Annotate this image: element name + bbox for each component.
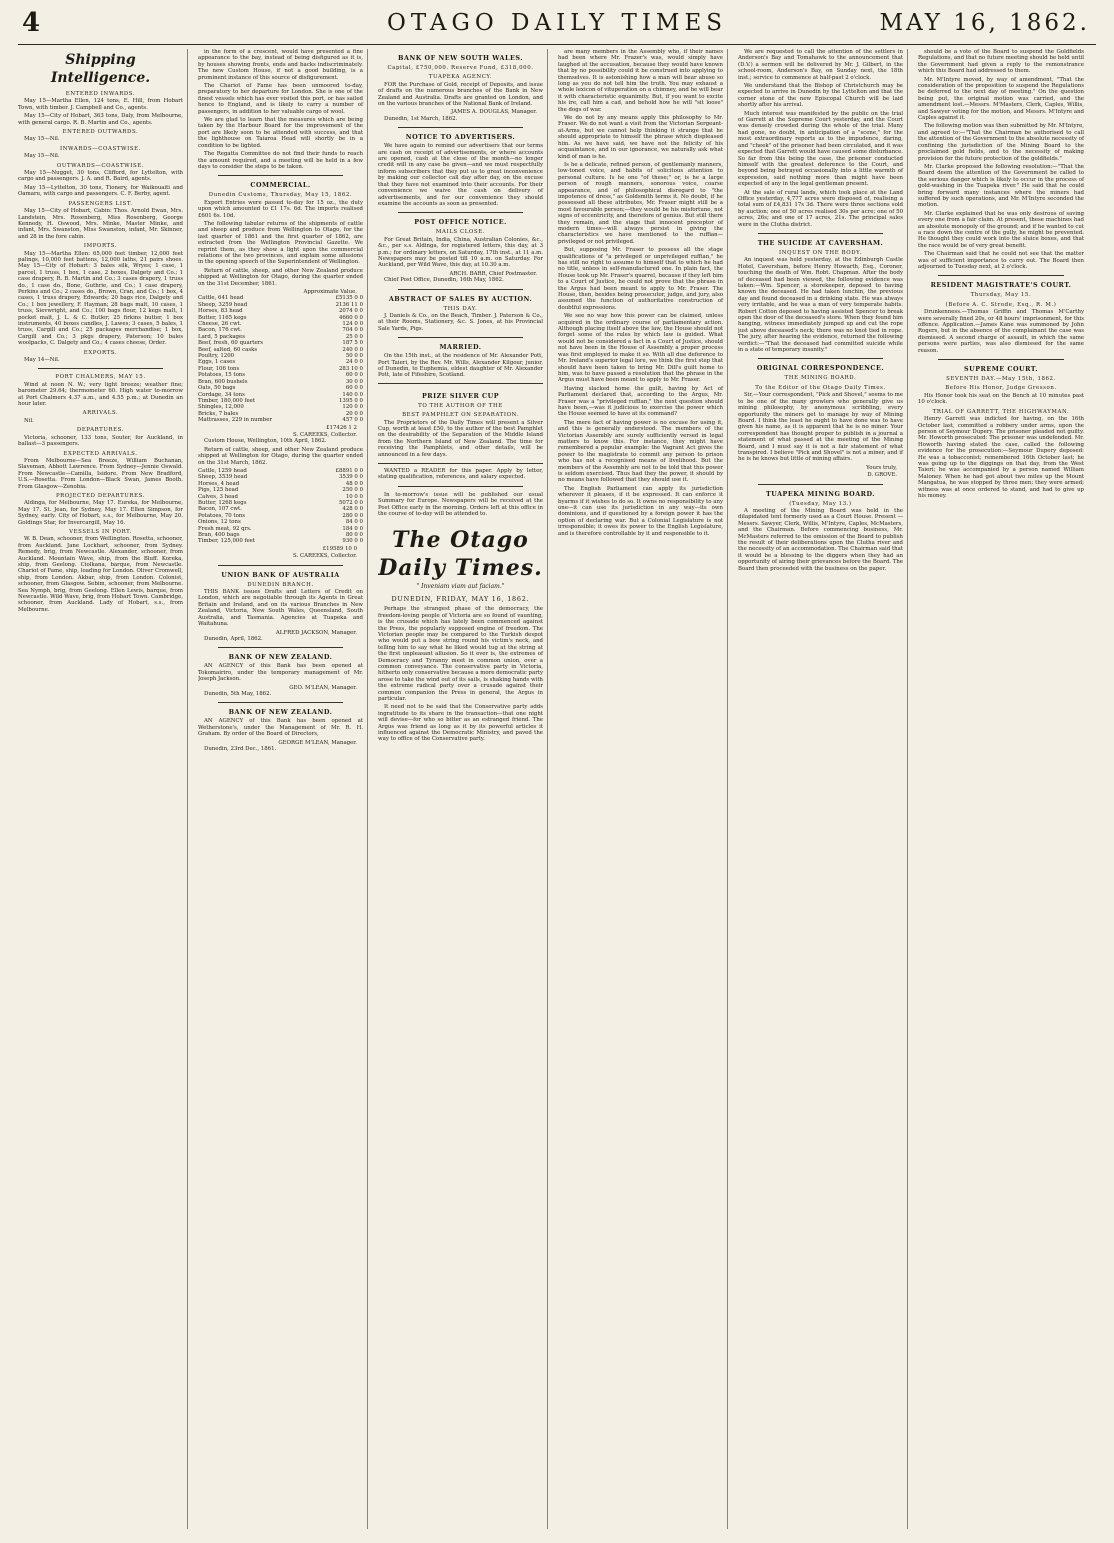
table-item: Butter, 1268 kegs bbox=[198, 500, 247, 506]
table-item: Beef, salted, 60 casks bbox=[198, 346, 258, 353]
column-3 bbox=[378, 49, 548, 1529]
paper-motto: " Inveniam viam aut faciam." bbox=[416, 582, 505, 590]
post-office-sub: MAILS CLOSE. bbox=[435, 229, 486, 236]
commercial-paragraph: Return of cattle, sheep, and other New Zealand produce shipped at Wellington for Otago, during the quarter ended on the 31st December, 1861. bbox=[198, 267, 363, 287]
divider bbox=[398, 127, 523, 128]
table-item: Cheese, 26 cwt. bbox=[198, 321, 242, 328]
commercial-head: COMMERCIAL. bbox=[250, 181, 311, 190]
bank-nz-place: Dunedin, 5th May, 1862. bbox=[204, 690, 272, 697]
entered-outwards-text: May 15—Nil. bbox=[24, 136, 60, 143]
table-item: Bran, 400 bags bbox=[198, 532, 240, 539]
leader-paragraph: The English Parliament can apply its jurisdiction wherever it pleases, if it be expressed. It can enforce it byarms if it wishes to do so. It owns no responsibility to any one—it can use its jurisdiction in any way—its own dominions, and if questioned by a foreign power it has the option of declaring war. But a Colonial Legislature is not irresponsible; it owes its power to the English Legislature, and is therefore controllable by it and responsible to it. bbox=[558, 485, 723, 537]
news-paragraph: Much interest was manifested by the public on the trial of Garrett at the Supreme Court yesterday, and the Court was densely crowded during the whole of the trial. Many had gone, no doubt, in anticipation of a "scene," for the most extraordinary reports as to the impudence, daring, and "cheek" of the prisoner had been circulated, and it was expected that Garrett would have caused some disturbance. So far from this being the case, the prisoner conducted himself with the greatest deference to the Court, and beyond being betrayed occasionally into a little warmth of expression, said nothing more than might have been expected of any in the legal gentleman present. bbox=[738, 110, 903, 188]
leader-paragraph: We do not by any means apply this philosophy to Mr. Fraser. We do not want a visit from the Victorian Sergeant-at-Arms, but we cannot help thinking it strange that he should appropriate to himself the phrase which displeased him. As we have said, we have not the felicity of his acquaintance, and in our ignorance, we naturally ask what kind of man is he. bbox=[558, 115, 723, 160]
tuapeka-agency-head: TUAPEKA AGENCY. bbox=[428, 74, 493, 81]
supreme-court-text: His Honor took his seat on the Bench at 10 minutes past 10 o'clock. bbox=[918, 392, 1084, 406]
article-paragraph: The Chariot of Fame has been unmoored to-day, preparatory to her departure for London. She is one of the finest vessels which has ever visited this port, or has sailed hence to England, and is likely to carry a number of passengers, in addition to her valuable cargo of wool. bbox=[198, 83, 363, 115]
table-item: Timber, 180,000 feet bbox=[198, 397, 256, 404]
table-item: Oats, 50 bags bbox=[198, 385, 236, 392]
table-value: 930 0 0 bbox=[342, 538, 363, 545]
column-1 bbox=[18, 49, 188, 1529]
produce-return-table bbox=[198, 295, 363, 423]
table-value: 124 0 0 bbox=[342, 321, 363, 328]
passengers-text: May 15—City of Hobart, Cabin: Thos. Arnold Ewan, Mrs. Landstein, Mrs. Rosenberg, Miss Rosenberg, George Kennedy, H. Oswood, Mrs. Minke, Master Minke, and infant, Mrs. Swanston, Miss Swanston, infant, Mr. Skinner, and 28 in the fore cabin. bbox=[18, 208, 183, 240]
supreme-court-sub: Before His Honor, Judge Gresson. bbox=[945, 385, 1057, 392]
correspondence-addressee: To the Editor of the Otago Daily Times. bbox=[755, 384, 886, 391]
table-item: Horses, 83 head bbox=[198, 308, 243, 315]
prize-notice bbox=[378, 383, 543, 464]
table-value: 704 0 0 bbox=[342, 327, 363, 334]
caversham-text: An inquest was held yesterday, at the Edinburgh Castle Hotel, Caversham, before Henry Howarth, Esq., Coroner, touching the death of Wm. Robt. Chapman. After the body of deceased had been viewed, the following evidence was taken:—Wm. Spencer, a storekeeper, deposed to having known the deceased. He had taken lunchin, the previous day and found deceased in a drinking state. He was always very irritable, and he was a man of very temperate habits. Robert Cotton deposed to having assisted Spencer to break open the door of the deceased's store. When they found him hanging, witness immediately jumped up and cut the rope just above deceased's neck; there was no knot tied in rope. The jury, after hearing the evidence, returned the following verdict:—"That the deceased had committed suicide while in a state of temporary insanity." bbox=[738, 257, 903, 354]
caversham-head: THE SUICIDE AT CAVERSHAM. bbox=[757, 238, 884, 247]
leader-dateline: DUNEDIN, FRIDAY, MAY 16, 1862. bbox=[391, 594, 530, 603]
table-item: Cordage, 34 tons bbox=[198, 391, 245, 398]
news-paragraph: We are requested to call the attention of the settlers in Anderson's Bay and Tomahawk to the announcement that (D.V.) a sermon will be delivered by Mr. J. Gilbert, in the school-room, Anderson's Bay, on Sunday next, the 18th inst.; service to commence at half-past 2 o'clock. bbox=[738, 49, 903, 81]
table-value: 2074 0 0 bbox=[338, 308, 363, 315]
issue-date: MAY 16, 1862. bbox=[879, 10, 1090, 36]
outwards-coastwise-head: OUTWARDS—COASTWISE. bbox=[56, 162, 145, 169]
prize-sub: TO THE AUTHOR OF THE bbox=[418, 402, 503, 409]
news-paragraph: Mr. Clarke proposed the following resolution:—"That the Board deem the attention of the Government be called to the serious danger which is likely to occur in the process of gold-washing in the Tuapeka river." He said that he could bring forward many instances where the miners had suffered by such operations, and Mr. M'Intyre seconded the motion. bbox=[918, 163, 1084, 209]
correspondence-head: ORIGINAL CORRESPONDENCE. bbox=[756, 364, 885, 373]
table-value: 1395 0 0 bbox=[338, 397, 363, 404]
divider bbox=[218, 565, 343, 566]
table-item: Horses, 4 head bbox=[198, 480, 240, 487]
table-value: 457 0 0 bbox=[342, 417, 363, 424]
married-text: On the 15th inst., at the residence of Mr. Alexander Pott, Port Taieri, by the Rev. Mr. Wills, Alexander Kilgour, junior, of Dunedin, to Euphemia, eldest daughter of Mr. Alexander Pott, late of Fifeshire, Scotland. bbox=[378, 353, 543, 379]
union-bank-head: UNION BANK OF AUSTRALIA bbox=[221, 570, 340, 579]
notice-head: NOTICE TO ADVERTISERS. bbox=[405, 133, 516, 142]
projected-departures-text: Aldinga, for Melbourne, May 17. Eureka, for Melbourne, May 17. St. Jean, for Sydney, May 17. Ellen Simpson, for Sydney, early. City of Hobart, s.s., for Melbourne, May 20. Goldings Star, for Invercargill, May 16. bbox=[18, 500, 183, 526]
prize-text: The Proprietors of the Daily Times will present a Silver Cup, worth at least £50, to the author of the best Pamphlet on the desirability of the Separation of the Middle Island from the Northern Island of New Zealand. The time for receiving the Pamphlets, and other details, will be announced in a few days. bbox=[378, 419, 543, 458]
table-item: Calves, 3 head bbox=[198, 493, 238, 500]
tuapeka-board-text: A meeting of the Mining Board was held in the dilapidated tent formerly used as a Court House. Present — Messrs. Sawyer, Clerk, Willis, M'Intyre, Caples, McMasters, and the Chairman. Before commencing business, Mr. McMasters referred to the omission of the Board to publish the result of their deliberations upon the Clutha river and the necessity of an accommodation. The Chairman said that it would be a blessing to the diggers when they had an opportunity of airing their grievances before the Board. The Board then proceeded with the business on the paper. bbox=[738, 507, 903, 572]
prize-head: PRIZE SILVER CUP bbox=[421, 391, 500, 400]
article-paragraph: We are glad to learn that the measures which are being taken by the Harbour Board for the improvement of the port are likely soon to be attended with success, and that the lighthouse on Taiaroa Head will shortly be in a condition to be lighted. bbox=[198, 117, 363, 149]
news-paragraph: At the sale of rural lands, which took place at the Land Office yesterday, 4,777 acres were disposed of, realising a total sum of £4,831 17s 3d. There were three sections sold by auction; one of 50 acres realised 30s per acre; one of 50 acres, 26s; and one of 17 acres, 21s. The principal sales were in the Clutha district. bbox=[738, 189, 903, 228]
news-paragraph: The Chairman said that he could not see that the matter was of sufficient importance to carry out. The Board then adjourned to Tuesday next, at 2 o'clock. bbox=[918, 251, 1084, 270]
divider bbox=[218, 647, 343, 648]
table-value: 250 0 0 bbox=[342, 487, 363, 494]
correspondence-title: THE MINING BOARD. bbox=[784, 375, 857, 382]
exports-head: EXPORTS. bbox=[83, 349, 118, 356]
table-value: 48 0 0 bbox=[345, 480, 363, 487]
table-value: 4660 0 0 bbox=[338, 314, 363, 321]
news-paragraph: Mr. M'Intyre moved, by way of amendment, "That the consideration of the proposition to suspend the Regulations be deferred to the next day of meeting." On the question being put, the original motion was carried, and the amendment lost.—Messrs. M'Masters, Clerk, Caples, Willis, and Sawyer voting for the motion, and Messrs. M'Intyre and Caples against it. bbox=[918, 76, 1084, 122]
entered-inwards-item: May 15—City of Hobart, 363 tons, Daly, from Melbourne, with general cargo. R. B. Martin and Co., agents. bbox=[18, 113, 183, 126]
divider bbox=[938, 359, 1064, 360]
news-paragraph: should be a vote of the Board to suspend the Goldfields Regulations, and that no future meeting should be held until the Government had given a reply to the remonstrance which this Board had addressed to them. bbox=[918, 49, 1084, 75]
collector-signature: S. CAREEKS, Collector. bbox=[293, 553, 357, 560]
shipping-intelligence-title: Shipping Intelligence. bbox=[50, 52, 151, 86]
table-item: Lard, 5 packages bbox=[198, 333, 245, 340]
passengers-head: PASSENGERS LIST. bbox=[68, 200, 133, 207]
divider bbox=[218, 702, 343, 703]
article-paragraph: in the form of a crescent, would have presented a fine appearance to the bay, instead of being disfigured as it is, by houses showing fronts, ends and backs indiscriminately. The new Custom House, if not a good building, is a prominent instance of this source of disfigurement. bbox=[198, 49, 363, 81]
table-item: Sheep, 3539 head bbox=[198, 474, 248, 481]
inwards-coastwise-head: INWARDS—COASTWISE. bbox=[59, 145, 141, 152]
expected-arrivals-head: EXPECTED ARRIVALS. bbox=[63, 450, 138, 457]
projected-departures-head: PROJECTED DEPARTURES. bbox=[55, 492, 146, 499]
tuapeka-board-sub: (Tuesday, May 13.) bbox=[789, 500, 852, 507]
table-row bbox=[198, 538, 363, 544]
collector-place: Custom House, Wellington, 10th April, 1862. bbox=[204, 438, 327, 445]
paper-title: The Otago Daily Times. bbox=[378, 526, 543, 581]
bank-nz-text: AN AGENCY of this Bank has been opened at Tokomairiro, under the temporary management of Mr. Joseph Jackson. bbox=[198, 663, 363, 683]
column-2 bbox=[198, 49, 368, 1529]
news-paragraph: The following motion was then submitted by Mr. M'Intyre, and agreed to:—"That the Chairman be authorised to call the attention of the Government to the absolute necessity of confining the jurisdiction of the Mining Board to the proclaimed gold fields, and to the necessity of making provision for the future protection of the goldfields." bbox=[918, 123, 1084, 162]
table-value: 240 0 0 bbox=[342, 346, 363, 353]
table-item: Bacon, 107 cwt. bbox=[198, 506, 242, 513]
table-value: 140 0 0 bbox=[342, 391, 363, 398]
supreme-court-head: SUPREME COURT. bbox=[964, 365, 1038, 374]
bank-nz-place: Dunedin, 23rd Dec., 1861. bbox=[204, 745, 277, 752]
garrett-trial-text: Henry Garrett was indicted for having, on the 16th October last, committed a robbery under arms, upon the person of Seymour Dupery. The prisoner pleaded not guilty. Mr. Howorth prosecuted: The prisoner was undefended. Mr. Howorth having stated the case, called the following evidence for the prosecution:—Seymour Dupery deposed: He was a tobacconist; remembered 16th October last; he was going up to the diggings on that day, from the West Taieri; he was accompanied by a person named William Maloney. When he had got about two miles up the Mount Mangatua, he was stopped by three men; they were armed; witness was at once ordered to stand, and had to give up his money. bbox=[918, 416, 1084, 499]
bank-nsw-capital: Capital, £750,000. Reserve Fund, £318,000. bbox=[387, 65, 534, 71]
value-column-head: Approximate Value. bbox=[303, 289, 357, 295]
table-value: 24 0 0 bbox=[345, 359, 363, 366]
table-item: Butter, 1165 kegs bbox=[198, 314, 247, 321]
abstract-sub: THIS DAY. bbox=[443, 305, 478, 312]
leader-paragraph: Having slacked home the guilt, having by Act of Parliament declared that, according to the Argus, Mr. Fraser was a "privileged ruffian," the next question should have been,—was it judicious to exercise the power which the House seemed to have at its command? bbox=[558, 385, 723, 418]
news-paragraph: We understand that the Bishop of Christchurch may be expected to arrive in Dunedin by the Lyttelton and that the corner stone of the new Episcopal Church will be laid shortly after his arrival. bbox=[738, 83, 903, 109]
tuapeka-board-head: TUAPEKA MINING BOARD. bbox=[765, 489, 876, 498]
port-chalmers-head: PORT CHALMERS, MAY 15. bbox=[55, 374, 146, 381]
table-item: Pigs, 125 head bbox=[198, 487, 239, 494]
post-office-text: For Great Britain, India, China, Australian Colonies, &c., &c., per s.s. Aldinga, for registered letters, this day, at 3 p.m.; for ordinary letters, on Saturday, 17th inst., at 11 a.m. Newspapers may be posted till 10 a.m. on Saturday. For Auckland, per Wild Wave, this day, at 10.30 a.m. bbox=[378, 236, 543, 269]
arrivals-text: Nil. bbox=[24, 417, 34, 424]
post-office-head: POST OFFICE NOTICE. bbox=[414, 218, 507, 227]
table-value: 20 0 0 bbox=[345, 410, 363, 417]
table-value: 60 0 0 bbox=[345, 372, 363, 379]
imports-text: May 15—Martha Ellen: 65,000 feet timber, 12,000 feet palings, 10,000 feet battens, 12,000 laths, 21 pairs shoes. May 15—City of Hobart: 3 bales silk, Wryes; 1 case, 1 parcel, 1 truss, 1 box, 1 case, 2 boxes, Dalgety and Co.; 1 case drapery, R. B. Martin and Co.; 3 cases drapery, 1 truss do., 1 case do., Bone, Guthrie, and Co.; 1 case drapery, Perkins and Co.; 2 cases do., Brown, Cran, and Co.; 1 box, 4 cases, 1 truss drapery, Edwards; 20 bags rice, Dalgety and Co.; 1 box jewellery, F. Hayman; 28 bags malt, 10 cases, 1 truss, Sievwright, and Co.; 100 bags flour, 12 kegs malt, 1 pocket malt, J. L. & C. Butler; 25 firkins butter, 1 box instruments, 40 boxes candles, J. Lawes; 3 cases, 5 bales, 1 truss, Cargill and Co.; 25 packages merchandise; 1 box, Cargill and Co.; 3 pkgs drapery, Paterson; 10 bales woolpacks, C. Dalgety and Co.; 4 cases cheese, Order. bbox=[18, 250, 183, 347]
table-total: £17426 1 2 bbox=[326, 424, 357, 431]
supreme-court-sub: SEVENTH DAY.—May 15th, 1862. bbox=[946, 376, 1056, 383]
table-value: 25 0 0 bbox=[345, 333, 363, 340]
entered-inwards-item: May 15—Martha Ellen, 124 tons, E. Hill, from Hobart Town, with timber. J. Campbell and Co., agents. bbox=[18, 98, 183, 111]
divider bbox=[38, 368, 163, 369]
table-item: Timber, 125,000 feet bbox=[198, 538, 256, 545]
column-6 bbox=[918, 49, 1088, 1529]
rm-court-text: Drunkenness.—Thomas Griffin and Thomas M'Carthy were severally fined 20s, or 48 hours' imprisonment, for this offence. Application.—James Kane was summoned by John Rogers, but in the absence of the complainant the case was dismissed. A second charge of assault, in which the same persons were parties, was also dismissed for the same reason. bbox=[918, 309, 1084, 354]
vessels-in-port-text: W. B. Dean, schooner, from Wellington. Rosetta, schooner, from Auckland. Jane Lockhart, schooner, from Sydney. Remedy, brig, from Newcastle. Alexander, schooner, from Auckland. Mountain Wave, ship, from the Bluff. Koreka, ship, from Geelong. Ciolkana, barque, from Newcastle. Chariot of Fame, ship, loading for London. Oliver Cromwell, ship, from London. Akbar, ship, from London. Colonist, schooner, from Glasgow. Sebim, schooner, from Melbourne. Sea Nymph, brig, from Geelong. Ellen Lewis, barque, from Newcastle. Wild Wave, brig, from Hobart Town. Cambridge, schooner, from Auckland. Lady of Hobart, s.s., from Melbourne. bbox=[18, 536, 183, 613]
collector-signature: S. CAREEKS, Collector. bbox=[293, 431, 357, 438]
columns bbox=[18, 49, 1096, 1529]
port-chalmers-text: Wind at noon N. W.; very light breeze; weather fine; barometer 29.64; thermometer 60. High water to-morrow at Port Chalmers 4.37 a.m., and 4.55 p.m.; at Dunedin an hour later. bbox=[18, 381, 183, 408]
table-item: Potatoes, 70 tons bbox=[198, 512, 246, 519]
produce-return-table bbox=[198, 468, 363, 545]
table-item: Poultry, 1200 bbox=[198, 353, 235, 360]
abstract-text: J. Daniels & Co., on the Beach, Timber. J. Paterson & Co., at their Rooms, Stationery, &c. S. Jones, at his Provincial Sale Yards, Pigs. bbox=[378, 312, 543, 332]
prize-sub: BEST PAMPHLET ON SEPARATION. bbox=[402, 412, 519, 419]
leader-paragraph: Is he a delicate, refined person, of gentlemanly manners, low-toned voice, and habits of solicitous attention to personal culture. Is he one "of these;" or, is he a large person of rough manners, sonorous voice, coarse appearance, and of philosophical disregard to "the impotence of dress," as Goldsmith terms it. No doubt, if he possessed all these attributes, Mr. Fraser might still be a most favourable person;—they would be his misfortune, not signs of eccentricity, and therefore of genius. But still there they remain, and the stage that innocent preceptor of modern times—will always persist in giving the characteristics we have mentioned to the ruffian—privileged or not privileged. bbox=[558, 161, 723, 245]
bank-nz-signature: GEORGE M'LEAN, Manager. bbox=[278, 739, 357, 746]
post-office-place: Chief Post Office, Dunedin, 16th May, 1862. bbox=[384, 277, 504, 284]
table-value: 283 10 0 bbox=[338, 365, 363, 372]
tuapeka-agency-signature: JAMES A. DOUGLAS, Manager. bbox=[451, 109, 537, 116]
divider bbox=[938, 275, 1064, 276]
table-item: Sheep, 3259 head bbox=[198, 301, 248, 308]
departures-text: Victoria, schooner, 133 tons, Souter, for Auckland, in ballast—3 passengers. bbox=[18, 434, 183, 448]
entered-inwards-head: ENTERED INWARDS. bbox=[65, 91, 136, 97]
table-item: Fresh meat, 92 qrs. bbox=[198, 525, 252, 532]
table-item: Mattrasses, 229 in number bbox=[198, 417, 272, 424]
tuapeka-agency-text: FOR the Purchase of Gold, receipt of Deposits, and issue of drafts on the numerous branches of the Bank in New Zealand and Australia. Drafts are granted on London, and on the various branches of the National Bank of Ireland. bbox=[378, 81, 543, 108]
correspondence-signoff: Yours truly, bbox=[866, 464, 897, 471]
table-value: 10 0 0 bbox=[345, 493, 363, 500]
outwards-coastwise-item: May 15—Nugget, 30 tons, Clifford, for Lyttelton, with cargo and passengers. J. A. and R. Baird, agents. bbox=[18, 170, 183, 183]
mail-notice: In to-morrow's issue will be published our usual Summary for Europe. Newspapers will be received at the Post Office early in the morning. Orders left at this office in the course of to-day will be attended to. bbox=[378, 491, 543, 518]
commercial-paragraph: Return of cattle, sheep, and other New Zealand produce shipped at Wellington for Otago, during the quarter ended on the 31st March, 1862. bbox=[198, 446, 363, 466]
leader-paragraph: The mere fact of having power is no excuse for using it, and this is generally understood. The members of the Victorian Assembly are surely sufficiently versed in legal matters to know this. For instance, they might have remembered a popular example: the Vagrant Act gives the power to the magistrate to commit any person to prison who has not a recognised means of livelihood. But the members of the Assembly are not to be told that this power is seldom exercised. Thus had they the power, it should by no means have followed that they should use it. bbox=[558, 419, 723, 484]
table-value: 30 0 0 bbox=[345, 378, 363, 385]
union-bank-signature: ALFRED JACKSON, Manager. bbox=[275, 629, 357, 636]
union-bank-place: Dunedin, April, 1862. bbox=[204, 635, 263, 642]
news-paragraph: Mr. Clarke explained that he was only desirous of saving every one from a fair claim. At present, these machines had an absolute monopoly of the ground; and if he wanted to cut a race down the centre of the gully, he might be prevented. He thought they could work into the sluice boxes, and that the race would be of very great benefit. bbox=[918, 210, 1084, 249]
table-item: Cattle, 641 head bbox=[198, 295, 244, 302]
leader-paragraph: We see no way how this power can be claimed, unless acquired in the ordinary course of parliamentary action. Although placing itself above the law, the House should not forget some of the rules by which law is guided. What would not be considered a fact in a Court of Justice, should not have been in the House of Assembly a proper process was first employed to make it so. With all due deference to Mr. Ireland's superior legal lore, we think the first step that should have been taken to bring Mr. Dill's guilt home to him, was to have passed a resolution that the phrase in the Argus must have been meant to apply to Mr. Fraser. bbox=[558, 313, 723, 384]
post-office-signature: ARCH. BARR, Chief Postmaster. bbox=[449, 270, 537, 277]
leader-paragraph: It need not to be said that the Conservative party adds ingratitude to its share in the transaction—that one night will devise—for who so bitter as an estranged friend. The Argus was friend as long as it by its powerful articles it influenced against the Democratic Ministry, and paved the way to office of the Conservative party. bbox=[378, 704, 543, 743]
leader-paragraph: But, supposing Mr. Fraser to possess all the stage qualifications of "a privileged or unprivileged ruffian," he has still no right to assume to himself that to which he had no title, unless in self-manufactured one. In plain fact, the House took up Mr. Fraser's quarrel, because if they left him to a Court of Justice, he could not prove that the phrase in the Argus had been meant to apply to Mr. Fraser. The House, then, besides being prosecutor, judge, and jury, also assumed the function of authoritative construction of doubtful expressions. bbox=[558, 247, 723, 311]
arrivals-head: ARRIVALS. bbox=[82, 410, 119, 417]
table-item: Onions, 12 tons bbox=[198, 519, 241, 526]
table-value: 84 0 0 bbox=[345, 519, 363, 526]
table-value: 184 0 0 bbox=[342, 525, 363, 532]
bank-nz-signature: GEO. M'LEAN, Manager. bbox=[289, 684, 357, 691]
table-value: £8891 0 0 bbox=[335, 467, 363, 474]
garrett-trial-head: TRIAL OF GARRETT, THE HIGHWAYMAN. bbox=[932, 408, 1070, 415]
table-item: Bricks, 7 bales bbox=[198, 410, 239, 417]
abstract-head: ABSTRACT OF SALES BY AUCTION. bbox=[388, 294, 533, 303]
table-row bbox=[198, 417, 363, 423]
table-item: Bacon, 176 cwt. bbox=[198, 327, 242, 334]
table-value: 3539 0 0 bbox=[338, 474, 363, 481]
bank-nz-head: BANK OF NEW ZEALAND. bbox=[228, 708, 333, 717]
divider bbox=[758, 358, 883, 359]
tuapeka-agency-place: Dunedin, 1st March, 1862. bbox=[384, 115, 458, 122]
bank-nz-text: AN AGENCY of this Bank has been opened at Wetherstone's, under the Management of Mr. R. H. Graham. By order of the Board of Directors, bbox=[198, 718, 363, 738]
notice-text: We have again to remind our advertisers that our terms are cash on receipt of advertisements, or where accounts are opened, cash at the close of the month—no longer credit will in any case be given—and we must respectfully inform subscribers that they put us to great inconvenience by making our collector call day after day, on the excuse that they have not examined into their accounts. For their convenience we waive the cash on delivery of advertisements, and for our convenience they should examine the accounts as soon as presented. bbox=[378, 143, 543, 207]
table-item: Eggs, 1 cases bbox=[198, 359, 236, 366]
inwards-coastwise-text: May 15—Nil. bbox=[24, 153, 60, 160]
commercial-dateline: Dunedin Customs, Thursday, May 15, 1862. bbox=[208, 192, 353, 199]
table-value: 5072 0 0 bbox=[338, 500, 363, 506]
vessels-in-port-head: VESSELS IN PORT. bbox=[69, 528, 132, 535]
divider bbox=[758, 484, 883, 485]
table-value: 187 5 0 bbox=[342, 340, 363, 347]
masthead bbox=[18, 8, 1096, 45]
rm-court-sub: Thursday, May 15. bbox=[970, 292, 1032, 299]
table-value: 428 0 0 bbox=[342, 506, 363, 513]
divider bbox=[398, 337, 523, 338]
column-5 bbox=[738, 49, 908, 1529]
table-item: Bran, 600 bushels bbox=[198, 378, 248, 385]
table-total: £19589 10 0 bbox=[322, 545, 357, 552]
table-item: Shingles, 12,000 bbox=[198, 404, 244, 411]
departures-head: DEPARTURES. bbox=[76, 427, 125, 434]
divider bbox=[398, 289, 523, 290]
article-paragraph: The Regatta Committee do not find their funds to reach the amount required, and a meeting will be held in a few days to consider the steps to be taken. bbox=[198, 151, 363, 170]
exports-text: May 14—Nil. bbox=[24, 357, 60, 364]
divider bbox=[758, 233, 883, 234]
commercial-paragraph: The following tabular returns of the shipments of cattle and sheep and produce from Wellington to Otago, for the last quarter of 1861 and the first quarter of 1862, are extracted from the Wellington Provincial Gazette. We reprint them, as they show a light upon the commercial relations of the two provinces, and explain some allusions in the opening speech of the Superintendent of Wellington. bbox=[198, 220, 363, 266]
divider bbox=[398, 486, 523, 487]
outwards-coastwise-item: May 15—Lyttelton, 30 tons, Tionery, for Waikouaiti and Oamaru, with cargo and passengers. C. F. Berby, agent. bbox=[18, 184, 183, 198]
table-value: 2136 11 0 bbox=[335, 301, 363, 308]
page-number: 4 bbox=[22, 8, 41, 38]
rm-court-head: RESIDENT MAGISTRATE'S COURT. bbox=[930, 281, 1072, 290]
table-value: 60 0 0 bbox=[345, 385, 363, 392]
table-item: Flour, 106 tons bbox=[198, 365, 240, 372]
correspondence-name: D. GROVE. bbox=[867, 472, 897, 479]
union-bank-branch: DUNEDIN BRANCH. bbox=[247, 581, 314, 588]
correspondence-text: Sir,—Your correspondent, "Pick and Shovel," seems to me to be one of the many growlers who generally give us mining philosophy, by anonymous scribbling, every opportunity the miners get to manage by way of Mining Board. I think the least he ought to have done was to have given his name, as it is apparent that he is no miner. Your correspondent has thought proper to publish in a journal a statement of what passed at the meeting of the Mining Board, and I must say it is not a fair statement of what transpired. I believe "Pick and Shovel" is not a miner, and if he is he knows but little of mining affairs. bbox=[738, 392, 903, 463]
bank-nz-head: BANK OF NEW ZEALAND. bbox=[228, 653, 333, 662]
newspaper-title: OTAGO DAILY TIMES bbox=[386, 10, 728, 36]
table-value: 120 0 0 bbox=[342, 404, 363, 411]
table-value: 280 0 0 bbox=[342, 512, 363, 519]
union-bank-text: THIS BANK issues Drafts and Letters of Credit on London, which are negotiable through its Agents in Great Britain and Ireland, and on its various Branches in New Zealand, Victoria, New South Wales, Queensland, South Australia, and Tasmania. Agencies at Tuapeka and Waitahuna. bbox=[198, 589, 363, 628]
commercial-paragraph: Export Entries were passed to-day for 15 oz., the duty upon which amounted to £1 17s. 6d. The imports realised £601 6s. 10d. bbox=[198, 199, 363, 219]
entered-outwards-head: ENTERED OUTWARDS. bbox=[62, 129, 139, 136]
divider bbox=[218, 175, 343, 176]
table-value: £5135 0 0 bbox=[335, 295, 363, 302]
table-item: Potatoes, 15 tons bbox=[198, 372, 246, 379]
table-value: 50 0 0 bbox=[345, 353, 363, 360]
caversham-sub: INQUEST ON THE BODY. bbox=[779, 249, 862, 256]
leader-paragraph: Perhaps the strangest phase of the democracy, the freedom-loving people of Victoria are so found of vaunting, is the crusade which has lately been commenced against the Press, the popularly supposed engine of freedom. The Victorian people may be compared to the Turkish despot who would put a bow string round his victim's neck, and telling him to say what he liked would tug at the string at the first unpleasant allusion. So it ever is, the extremes of Democracy and Tyranny meet in common union, over a common conveyance. The conservative party in Victoria, hitherto only conservative because a more democratic party arose to take the wind out of its sails, is shaking hands with the extreme radical party over a crusade against their common companion the Press in general, the Argus in particular. bbox=[378, 606, 543, 702]
rm-court-sub: (Before A. C. Strode, Esq., R. M.) bbox=[945, 301, 1057, 308]
expected-arrivals-text: From Melbourne—Sea Breeze, William Buchanan, Slaveman, Abbott Lawrence. From Sydney—Jennie Oswald. From Newcastle—Camilla, Isidore. From New Bradford, U.S.—Rosetta. From London—Black Swan, James Booth. From Glasgow—Zenobia. bbox=[18, 457, 183, 490]
imports-head: IMPORTS. bbox=[83, 243, 118, 250]
wanted-notice: WANTED a READER for this paper. Apply by letter, stating qualification, references, and salary expected. bbox=[378, 468, 543, 481]
column-4 bbox=[558, 49, 728, 1529]
table-value: 80 0 0 bbox=[345, 532, 363, 539]
married-head: MARRIED. bbox=[439, 343, 482, 352]
table-item: Beef, fresh, 60 quarters bbox=[198, 340, 263, 347]
table-item: Cattle, 1259 head bbox=[198, 467, 247, 474]
divider bbox=[398, 212, 523, 213]
bank-nsw-head: BANK OF NEW SOUTH WALES. bbox=[398, 54, 523, 62]
leader-paragraph: are many members in the Assembly who, if their names had been where Mr. Frazer's was, would simply have laughed at the accusation, because they would have known that by no possibility could it be construed into applying to themselves. It is astonishing how a man will bear abuse so long as you do not tell him the truth. You may exhaust a whole lexicon of vituperation on a chimney, and he will bear it with characteristic equanimity. But, if you want to excite his ire, call him a cad, and behold how he will "sit loose" the dogs of war. bbox=[558, 49, 723, 113]
